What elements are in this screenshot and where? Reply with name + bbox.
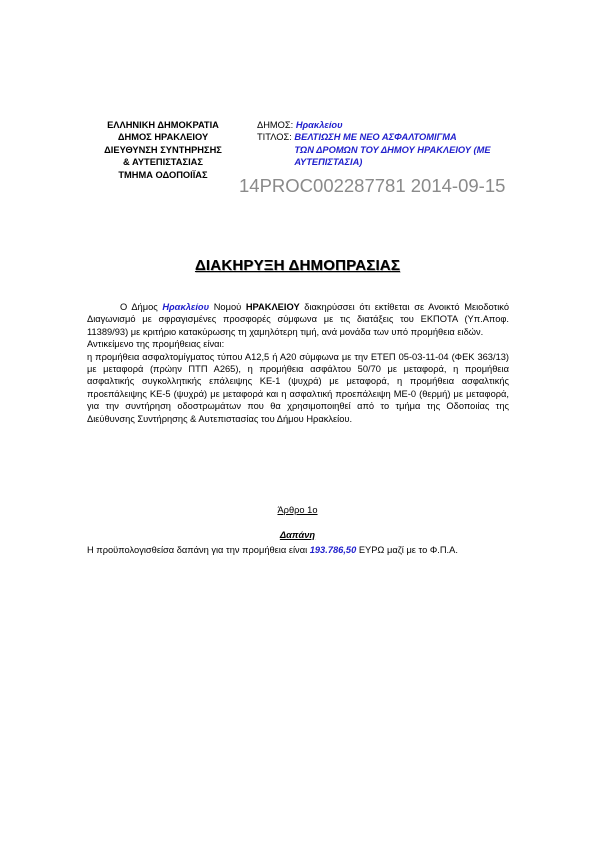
intro-prefix: Ο Δήμος — [120, 302, 163, 312]
issuer-line: ΔΗΜΟΣ ΗΡΑΚΛΕΙΟΥ — [117, 132, 209, 143]
expense-paragraph — [87, 544, 509, 556]
intro-municipality: Ηρακλείου — [162, 302, 210, 312]
intro-middle: Νομού — [209, 302, 246, 312]
title-value-line: ΑΥΤΕΠΙΣΤΑΣΙΑ) — [294, 157, 363, 168]
subject-label: Αντικείμενο της προμήθειας είναι: — [87, 339, 225, 350]
issuer-line: ΔΙΕΥΘΥΝΣΗ ΣΥΝΤΗΡΗΣΗΣ — [104, 144, 222, 155]
document-meta — [257, 119, 517, 169]
document-title: ΔΙΑΚΗΡΥΞΗ ΔΗΜΟΠΡΑΣΙΑΣ — [194, 257, 401, 274]
adam-stamp: 14PROC002287781 2014-09-15 — [239, 175, 506, 196]
issuer-block — [78, 119, 248, 181]
title-value-line: ΤΩΝ ΔΡΟΜΩΝ ΤΟΥ ΔΗΜΟΥ ΗΡΑΚΛΕΙΟΥ (ΜΕ — [294, 144, 491, 155]
title-row — [257, 131, 517, 168]
expense-amount: 193.786,50 — [309, 545, 357, 555]
title-label: ΤΙΤΛΟΣ: — [257, 132, 292, 143]
issuer-line: ΕΛΛΗΝΙΚΗ ΔΗΜΟΚΡΑΤΙΑ — [107, 120, 219, 130]
issuer-line: & ΑΥΤΕΠΙΣΤΑΣΙΑΣ — [123, 157, 203, 168]
intro-section — [87, 301, 509, 425]
expense-text — [87, 544, 509, 556]
article-label: Άρθρο 1ο — [277, 505, 318, 515]
subject-text: η προμήθεια ασφαλτομίγματος τύπου Α12,5 ή Α20 σύμφωνα με την ΕΤΕΠ 05-03-11-04 (ΦΕΚ 363/13) με μεταφορά (πρώην ΠΤΠ Α265), η προμήθεια ασφάλτου 50/70 με μεταφορά, η προμήθεια ασφαλτικής συγκολλητικής επάλειψης ΚΕ-1 (ψυχρά) με μεταφορά, η προμήθεια ασφαλτικής προεπάλειψης ΚΕ-5 (ψυχρά) με μεταφορά και η ασφαλτική προεπάλειψη ΜΕ-0 (θερμή) με μεταφορά, για την συντήρηση οδοστρωμάτων που θα χρησιμοποιηθεί από το τμήμα της Οδοποιίας της Διεύθυνσης Συντήρησης & Αυτεπιστασίας του Δήμου Ηρακλείου. — [87, 351, 509, 424]
issuer-line: ΤΜΗΜΑ ΟΔΟΠΟΙΪΑΣ — [118, 169, 208, 180]
article-heading: Δαπάνη — [279, 530, 316, 540]
intro-rest: διακηρύσσει ότι εκτίθεται σε Ανοικτό Μειοδοτικό Διαγωνισμό με σφραγισμένες προσφορές σύμφωνα με τις διατάξεις του ΕΚΠΟΤΑ (Υπ.Αποφ. 11389/93) με κριτήριο κατακύρωσης τη χαμηλότερη τιμή, ανά μονάδα των υπό προμήθεια ειδών. — [87, 302, 509, 337]
intro-paragraph — [87, 301, 509, 338]
intro-prefecture: ΗΡΑΚΛΕΙΟΥ — [245, 302, 300, 312]
municipality-label: ΔΗΜΟΣ: — [257, 120, 294, 130]
title-value — [294, 131, 490, 168]
expense-suffix: ΕΥΡΩ μαζί με το Φ.Π.Α. — [356, 545, 458, 555]
municipality-row — [257, 119, 517, 131]
municipality-value: Ηρακλείου — [295, 120, 343, 130]
title-value-line: ΒΕΛΤΙΩΣΗ ΜΕ ΝΕΟ ΑΣΦΑΛΤΟΜΙΓΜΑ — [294, 132, 457, 143]
expense-prefix: Η προϋπολογισθείσα δαπάνη για την προμήθεια είναι — [87, 545, 310, 555]
